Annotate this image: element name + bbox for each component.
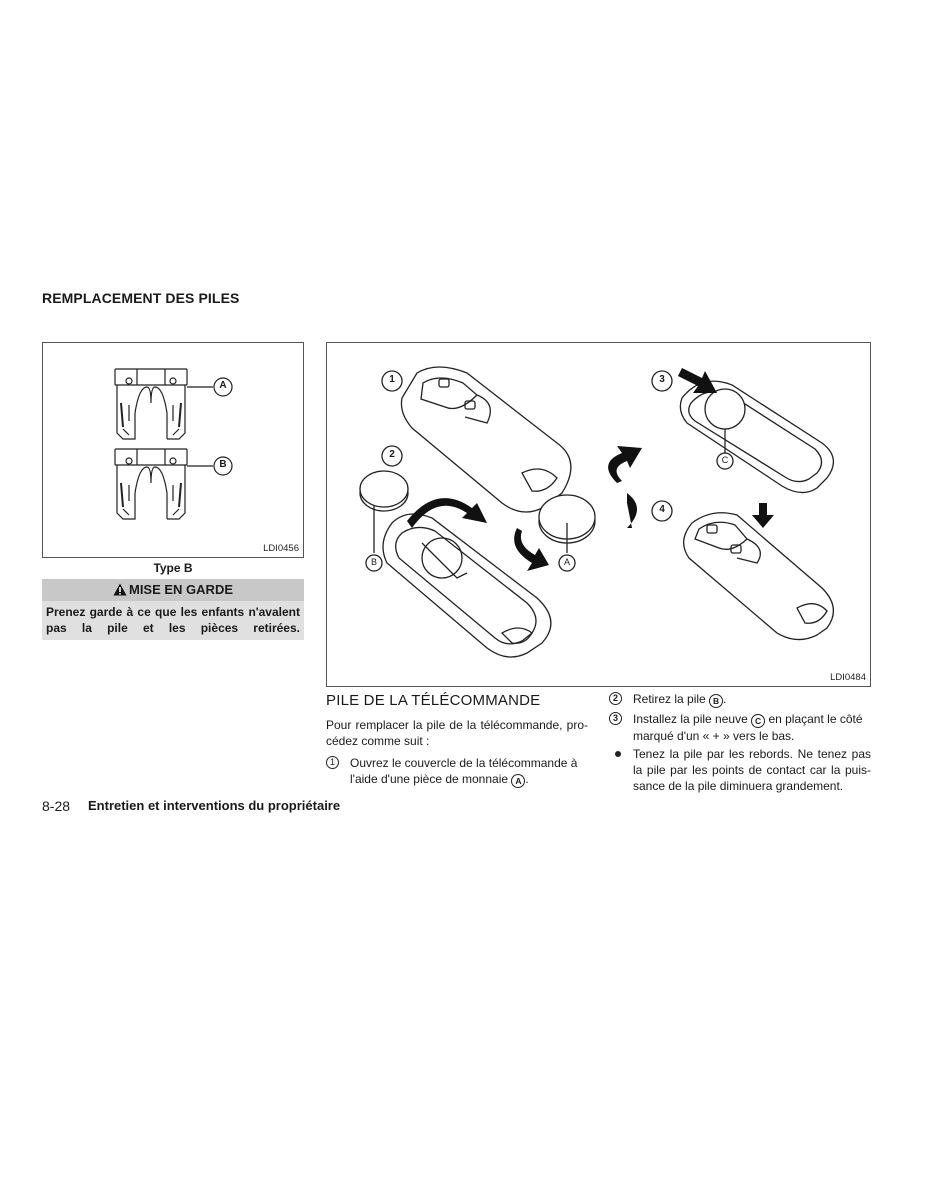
remote-figure-code: LDI0484 bbox=[830, 672, 866, 683]
step-1 bbox=[326, 755, 588, 788]
step-3-number: 3 bbox=[609, 712, 622, 725]
warning-text: Prenez garde à ce que les enfants n'avalent pas la pile et les pièces retirées. bbox=[42, 601, 304, 640]
remote-figure bbox=[326, 342, 871, 687]
step-3 bbox=[609, 711, 871, 744]
figure-step-1: 1 bbox=[389, 374, 395, 385]
fuse-b-drawing bbox=[115, 449, 187, 519]
figure-code: LDI0456 bbox=[263, 543, 299, 554]
step-1-text: Ouvrez le couvercle de la télécommande à l'aide d'une pièce de monnaie bbox=[350, 756, 578, 786]
callout-b: B bbox=[219, 459, 227, 470]
step-1-number: 1 bbox=[326, 756, 339, 769]
fuse-figure bbox=[42, 342, 304, 558]
step-3-ref: C bbox=[751, 714, 765, 728]
step-2-text: Retirez la pile bbox=[633, 692, 706, 706]
figure-step-3: 3 bbox=[659, 374, 665, 385]
warning-heading bbox=[42, 579, 304, 601]
fuse-a-drawing bbox=[115, 369, 187, 439]
chapter-title: Entretien et interventions du propriétaire bbox=[88, 798, 341, 813]
section-title: REMPLACEMENT DES PILES bbox=[42, 290, 240, 306]
figure-callout-c: C bbox=[721, 455, 729, 465]
figure-callout-a: A bbox=[563, 557, 570, 567]
step-2 bbox=[609, 691, 871, 708]
step-2-number: 2 bbox=[609, 692, 622, 705]
remote-2-drawing bbox=[383, 514, 551, 657]
callout-a: A bbox=[219, 380, 227, 391]
page-number: 8-28 bbox=[42, 798, 71, 814]
remote-1-drawing bbox=[401, 367, 570, 512]
remote-3-drawing bbox=[680, 381, 833, 492]
step-1-after: . bbox=[525, 772, 529, 786]
bullet-dot bbox=[615, 751, 621, 757]
step-1-ref: A bbox=[511, 774, 525, 788]
figure-callout-b: B bbox=[370, 557, 377, 567]
remote-heading: PILE DE LA TÉLÉCOMMANDE bbox=[326, 692, 541, 709]
step-2-ref: B bbox=[709, 694, 723, 708]
figure-caption: Type B bbox=[153, 561, 193, 575]
fuse-illustration bbox=[43, 343, 303, 557]
handling-bullet bbox=[609, 746, 871, 794]
remote-4-drawing bbox=[684, 513, 834, 640]
warning-heading-text: MISE EN GARDE bbox=[128, 582, 233, 597]
step-3-after: en plaçant le côté marqué d'un « + » vers le bas. bbox=[633, 712, 863, 743]
bullet-text: Tenez la pile par les rebords. Ne tenez pas la pile par les points de contact car la puis- sance de la pile diminuera grandement. bbox=[633, 747, 871, 793]
remote-illustration bbox=[327, 343, 870, 686]
warning-triangle-icon bbox=[113, 581, 127, 603]
step-3-text: Installez la pile neuve bbox=[633, 712, 748, 726]
intro-paragraph: Pour remplacer la pile de la télécommande, pro- cédez comme suit : bbox=[326, 718, 588, 748]
step-2-after: . bbox=[723, 692, 727, 706]
figure-step-2: 2 bbox=[389, 449, 395, 460]
figure-step-4: 4 bbox=[659, 504, 665, 515]
